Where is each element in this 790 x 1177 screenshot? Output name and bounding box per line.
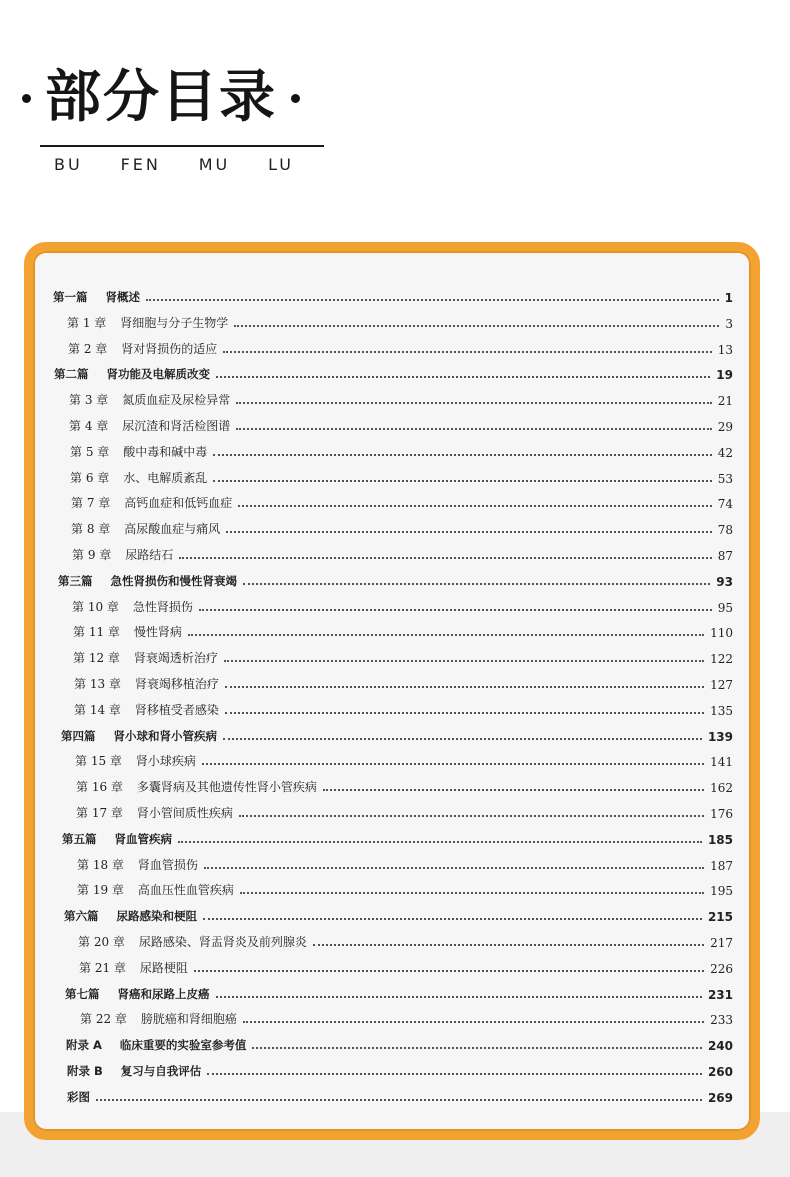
toc-part-row[interactable] (67, 1083, 733, 1105)
toc-title: 肾小球疾病 (135, 754, 196, 768)
pinyin-word: MU (198, 155, 231, 174)
toc-title: 肾对肾损伤的适应 (121, 342, 218, 356)
toc-leader-dots (194, 970, 704, 972)
toc-leader-dots (243, 1021, 704, 1023)
toc-leader-dots (203, 918, 702, 920)
toc-title: 尿路结石 (125, 548, 174, 562)
pinyin-subtitle (54, 155, 294, 174)
toc-chapter-row[interactable] (73, 644, 733, 666)
toc-page-number: 185 (707, 833, 733, 847)
toc-page-number: 110 (710, 626, 733, 640)
toc-number: 第三篇 (58, 574, 93, 588)
toc-panel (24, 242, 760, 1140)
toc-title: 尿沉渣和肾活检图谱 (122, 419, 231, 433)
toc-chapter-row[interactable] (71, 515, 733, 537)
toc-number: 第 15 章 (75, 754, 122, 768)
toc-number: 第 12 章 (73, 651, 120, 665)
toc-chapter-row[interactable] (73, 618, 733, 640)
toc-part-row[interactable] (67, 1057, 733, 1079)
toc-number: 第一篇 (53, 290, 88, 304)
toc-leader-dots (226, 531, 711, 533)
toc-number: 第四篇 (61, 729, 96, 743)
toc-leader-dots (213, 454, 711, 456)
toc-page-number: 226 (710, 962, 733, 976)
toc-title: 急性肾损伤 (132, 600, 193, 614)
bullet-dot-icon (22, 94, 31, 103)
toc-title: 肾小球和肾小管疾病 (113, 729, 217, 743)
toc-title: 高钙血症和低钙血症 (124, 496, 233, 510)
toc-title: 高血压性血管疾病 (137, 883, 234, 897)
toc-page-number: 95 (717, 601, 733, 615)
toc-title: 肾血管损伤 (137, 858, 198, 872)
toc-number: 第五篇 (62, 832, 97, 846)
toc-leader-dots (204, 867, 704, 869)
toc-part-row[interactable] (61, 722, 733, 744)
toc-number: 第 16 章 (76, 780, 123, 794)
toc-number: 附录 B (67, 1064, 103, 1078)
toc-page-number: 3 (725, 317, 733, 331)
toc-page-number: 78 (717, 523, 733, 537)
toc-page-number: 195 (710, 884, 733, 898)
toc-number: 第 1 章 (67, 316, 107, 330)
toc-part-row[interactable] (65, 980, 733, 1002)
toc-list (33, 251, 751, 1131)
toc-leader-dots (179, 557, 711, 559)
toc-page-number: 53 (717, 472, 733, 486)
bullet-dot-icon (291, 94, 300, 103)
toc-number: 第 20 章 (78, 935, 125, 949)
toc-leader-dots (234, 325, 719, 327)
toc-leader-dots (313, 944, 704, 946)
toc-number: 第 22 章 (80, 1012, 127, 1026)
toc-leader-dots (199, 609, 712, 611)
toc-page-number: 141 (710, 755, 733, 769)
toc-number: 第 17 章 (76, 806, 123, 820)
toc-leader-dots (213, 480, 711, 482)
toc-part-row[interactable] (58, 567, 733, 589)
toc-leader-dots (243, 583, 710, 585)
toc-chapter-row[interactable] (78, 928, 733, 950)
toc-leader-dots (323, 789, 704, 791)
toc-leader-dots (223, 351, 711, 353)
toc-page-number: 42 (717, 446, 733, 460)
toc-page-number: 1 (724, 291, 733, 305)
toc-title: 肾衰竭透析治疗 (133, 651, 218, 665)
toc-leader-dots (224, 660, 704, 662)
toc-number: 彩图 (67, 1090, 90, 1104)
toc-part-row[interactable] (53, 283, 733, 305)
toc-number: 附录 A (66, 1038, 102, 1052)
toc-number: 第 11 章 (73, 625, 120, 639)
toc-page-number: 217 (710, 936, 733, 950)
toc-chapter-row[interactable] (75, 747, 733, 769)
toc-page-number: 122 (710, 652, 733, 666)
toc-chapter-row[interactable] (77, 851, 733, 873)
toc-title: 肾癌和尿路上皮癌 (117, 987, 210, 1001)
toc-chapter-row[interactable] (67, 309, 733, 331)
title-underline (40, 145, 324, 147)
toc-leader-dots (146, 299, 719, 301)
toc-leader-dots (223, 738, 702, 740)
toc-page-number: 21 (717, 394, 733, 408)
toc-chapter-row[interactable] (70, 464, 733, 486)
toc-page-number: 19 (716, 368, 733, 382)
toc-title: 肾概述 (105, 290, 140, 304)
toc-number: 第 4 章 (69, 419, 109, 433)
toc-leader-dots (188, 634, 704, 636)
toc-title: 膀胱癌和肾细胞癌 (140, 1012, 237, 1026)
pinyin-word: FEN (120, 155, 161, 174)
toc-title: 肾小管间质性疾病 (136, 806, 233, 820)
toc-leader-dots (238, 505, 711, 507)
toc-number: 第六篇 (64, 909, 99, 923)
toc-number: 第 21 章 (79, 961, 126, 975)
toc-chapter-row[interactable] (69, 386, 733, 408)
toc-number: 第 8 章 (71, 522, 111, 536)
toc-chapter-row[interactable] (71, 489, 733, 511)
toc-chapter-row[interactable] (72, 593, 733, 615)
toc-leader-dots (216, 376, 710, 378)
toc-leader-dots (236, 402, 711, 404)
toc-leader-dots (225, 712, 704, 714)
toc-chapter-row[interactable] (69, 412, 733, 434)
pinyin-word: LU (268, 155, 294, 174)
toc-title: 复习与自我评估 (120, 1064, 202, 1078)
toc-title: 肾功能及电解质改变 (106, 367, 210, 381)
toc-title: 肾血管疾病 (114, 832, 172, 846)
toc-page-number: 260 (707, 1065, 733, 1079)
toc-chapter-row[interactable] (79, 954, 733, 976)
toc-chapter-row[interactable] (76, 799, 733, 821)
toc-page-number: 93 (716, 575, 733, 589)
toc-chapter-row[interactable] (77, 876, 733, 898)
toc-part-row[interactable] (62, 825, 733, 847)
toc-title: 肾衰竭移植治疗 (134, 677, 219, 691)
toc-page-number: 127 (710, 678, 733, 692)
toc-title: 酸中毒和碱中毒 (123, 445, 208, 459)
toc-leader-dots (240, 892, 704, 894)
toc-leader-dots (239, 815, 704, 817)
toc-page-number: 135 (710, 704, 733, 718)
toc-page-number: 13 (717, 343, 733, 357)
toc-number: 第 10 章 (72, 600, 119, 614)
toc-chapter-row[interactable] (68, 335, 733, 357)
toc-chapter-row[interactable] (76, 773, 733, 795)
toc-page-number: 240 (707, 1039, 733, 1053)
toc-page-number: 162 (710, 781, 733, 795)
toc-number: 第七篇 (65, 987, 100, 1001)
toc-title: 氮质血症及尿检异常 (122, 393, 231, 407)
title-block (22, 58, 300, 138)
toc-chapter-row[interactable] (72, 541, 733, 563)
toc-number: 第 7 章 (71, 496, 111, 510)
toc-chapter-row[interactable] (70, 438, 733, 460)
toc-page-number: 176 (710, 807, 733, 821)
toc-number: 第 19 章 (77, 883, 124, 897)
toc-number: 第 6 章 (70, 471, 110, 485)
toc-title: 尿路感染和梗阻 (116, 909, 197, 923)
toc-page-number: 215 (707, 910, 733, 924)
toc-title: 慢性肾病 (133, 625, 182, 639)
toc-title: 尿路梗阻 (139, 961, 188, 975)
toc-number: 第 14 章 (74, 703, 121, 717)
header (0, 0, 790, 230)
toc-leader-dots (236, 428, 711, 430)
toc-page-number: 187 (710, 859, 733, 873)
toc-title: 水、电解质紊乱 (123, 471, 208, 485)
toc-page-number: 74 (717, 497, 733, 511)
toc-title: 临床重要的实验室参考值 (119, 1038, 247, 1052)
page-title: 部分目录 (45, 65, 277, 130)
toc-number: 第 2 章 (68, 342, 108, 356)
toc-number: 第 18 章 (77, 858, 124, 872)
toc-title: 急性肾损伤和慢性肾衰竭 (110, 574, 237, 588)
toc-page-number: 29 (717, 420, 733, 434)
toc-title: 肾细胞与分子生物学 (120, 316, 229, 330)
toc-leader-dots (96, 1099, 702, 1101)
toc-leader-dots (216, 996, 702, 998)
toc-leader-dots (202, 763, 704, 765)
toc-page-number: 231 (707, 988, 733, 1002)
toc-title: 尿路感染、肾盂肾炎及前列腺炎 (138, 935, 307, 949)
toc-leader-dots (207, 1073, 702, 1075)
toc-leader-dots (252, 1047, 702, 1049)
toc-leader-dots (225, 686, 704, 688)
toc-page-number: 87 (717, 549, 733, 563)
toc-page-number: 233 (710, 1013, 733, 1027)
toc-part-row[interactable] (64, 902, 733, 924)
toc-chapter-row[interactable] (74, 696, 733, 718)
toc-page-number: 269 (707, 1091, 733, 1105)
toc-part-row[interactable] (66, 1031, 733, 1053)
pinyin-word: BU (54, 155, 83, 174)
toc-number: 第二篇 (54, 367, 89, 381)
toc-number: 第 9 章 (72, 548, 112, 562)
toc-title: 高尿酸血症与痛风 (124, 522, 221, 536)
toc-page-number: 139 (707, 730, 733, 744)
toc-title: 肾移植受者感染 (134, 703, 219, 717)
toc-leader-dots (178, 841, 702, 843)
toc-title: 多囊肾病及其他遗传性肾小管疾病 (136, 780, 317, 794)
toc-number: 第 13 章 (74, 677, 121, 691)
toc-number: 第 5 章 (70, 445, 110, 459)
toc-chapter-row[interactable] (74, 670, 733, 692)
toc-number: 第 3 章 (69, 393, 109, 407)
toc-part-row[interactable] (54, 360, 733, 382)
toc-chapter-row[interactable] (80, 1005, 733, 1027)
